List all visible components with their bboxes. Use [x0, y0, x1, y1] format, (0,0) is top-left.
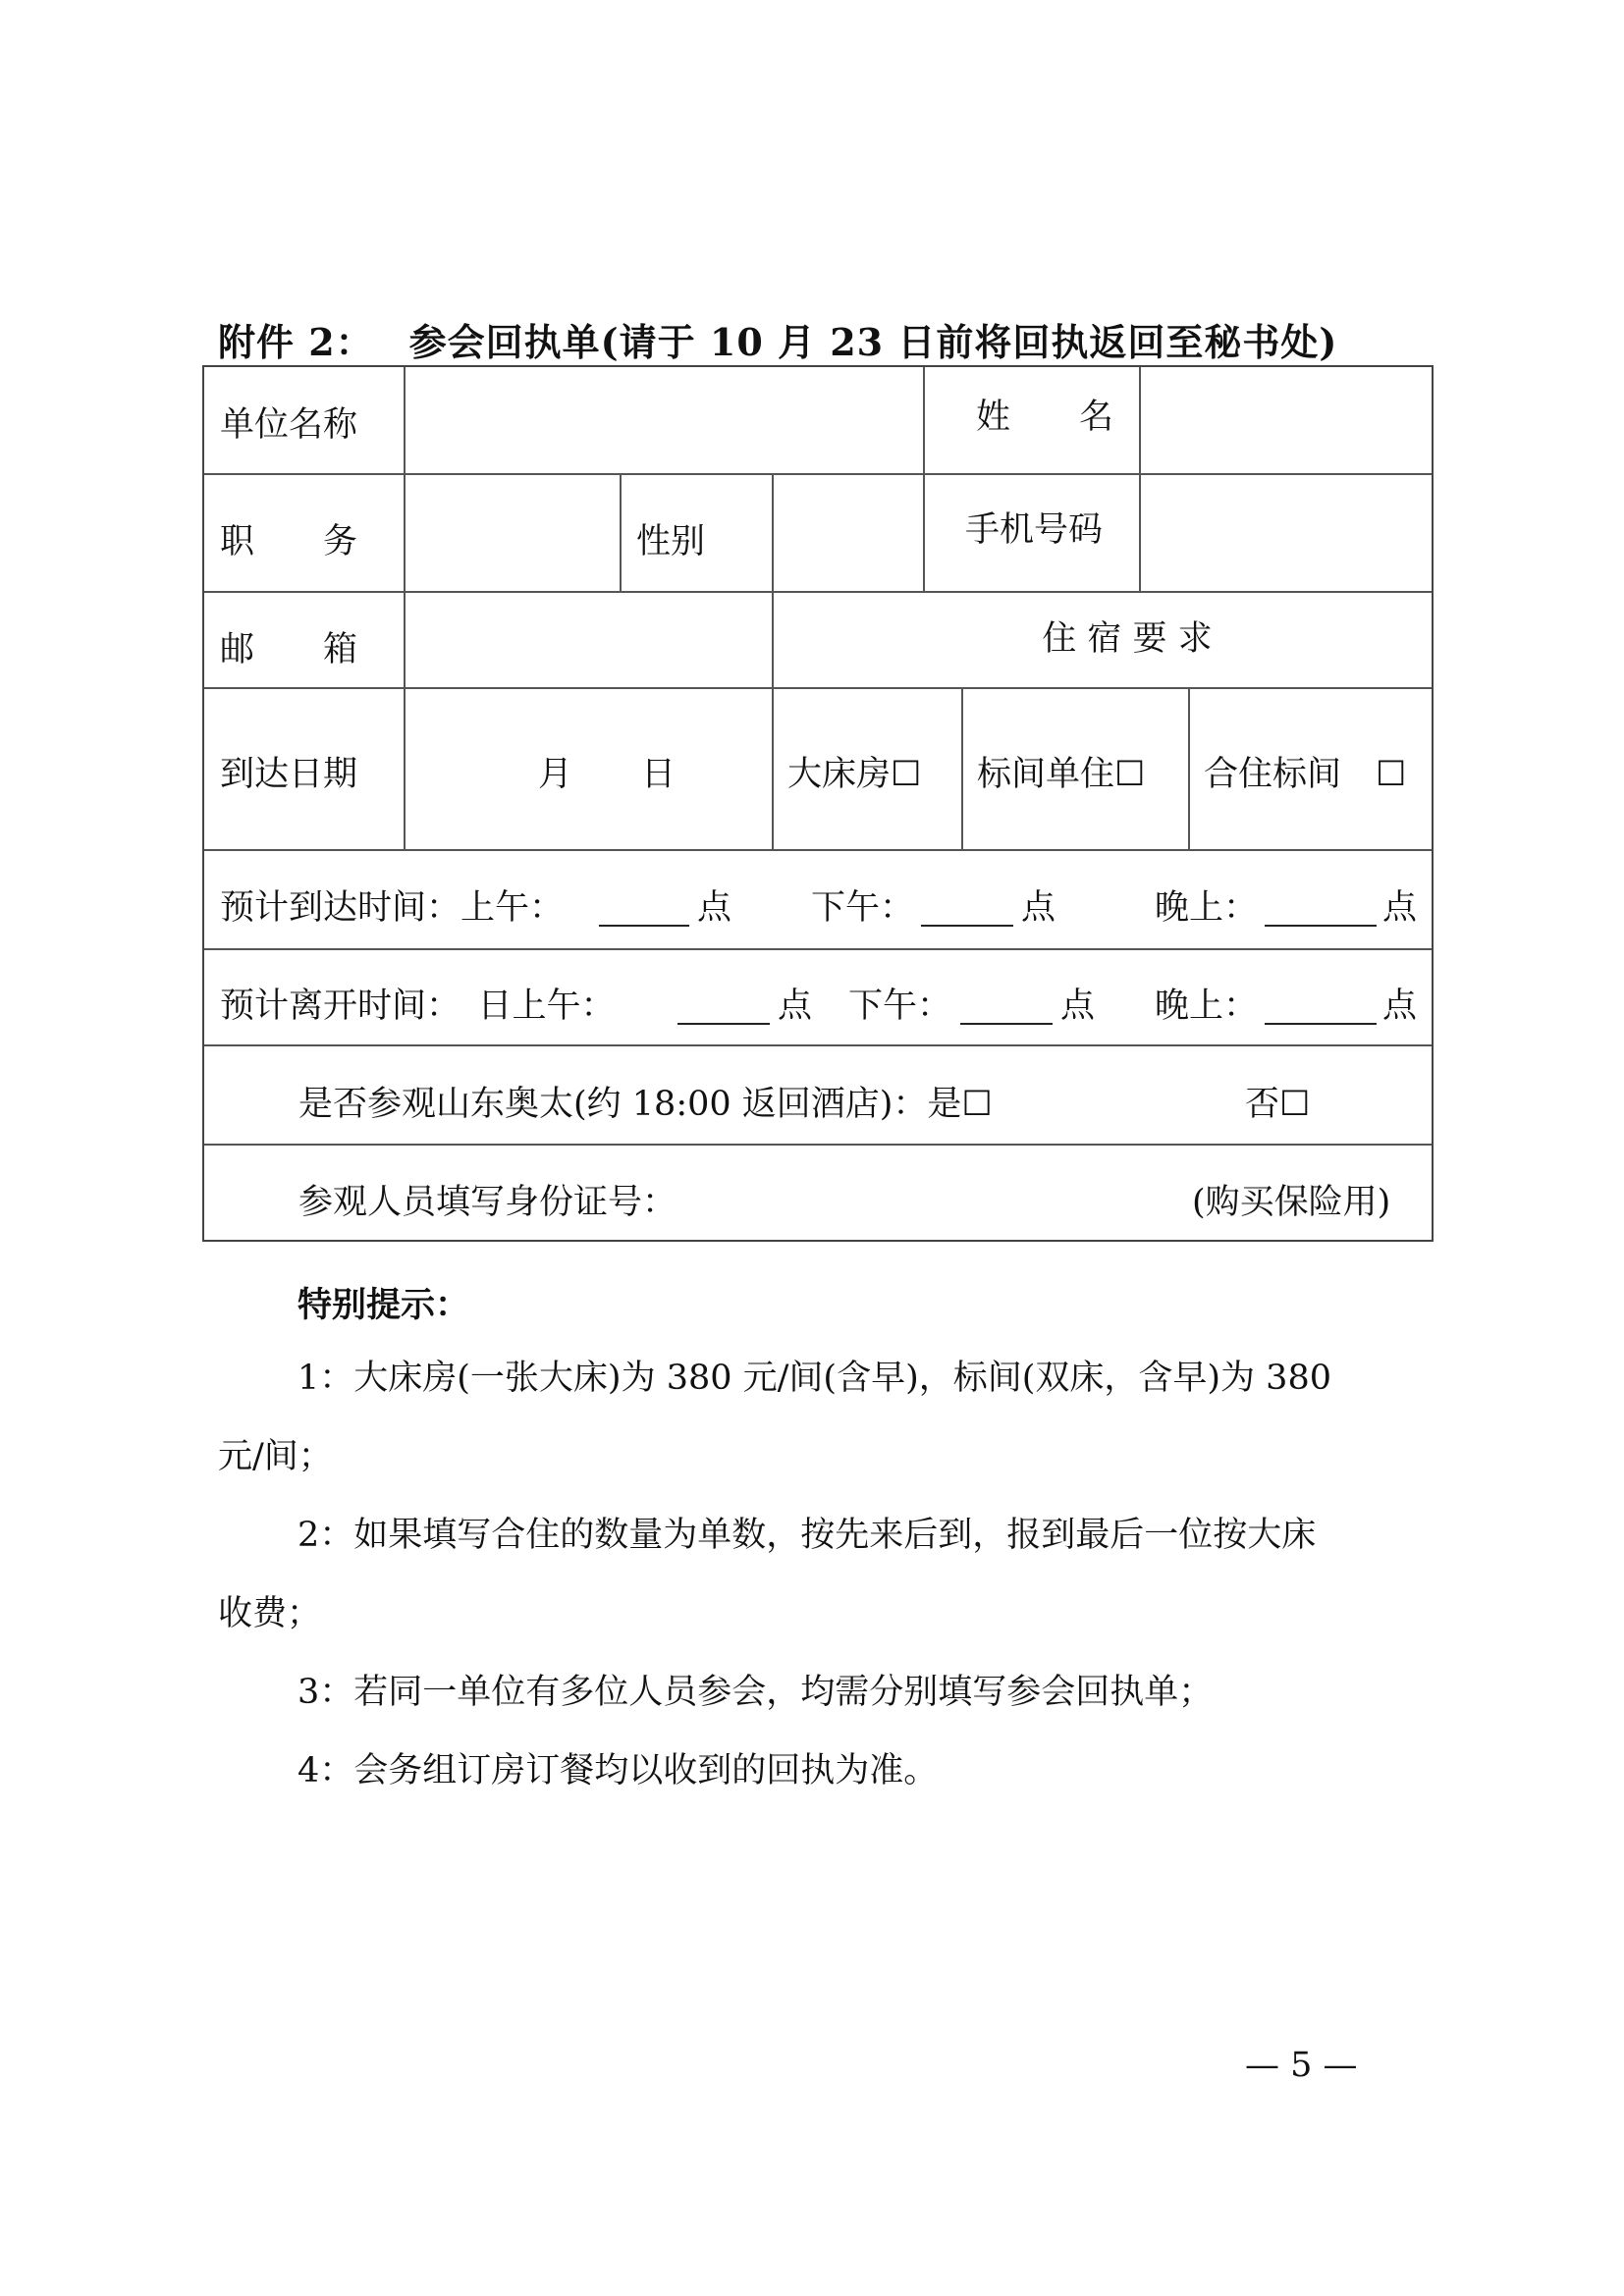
- special-notes-title: 特别提示：: [298, 1285, 470, 1325]
- unit-name-field[interactable]: [406, 369, 921, 471]
- departure-afternoon-label: 下午：: [848, 987, 952, 1026]
- arrival-evening-unit: 点: [1382, 888, 1418, 928]
- room-option-king[interactable]: 大床房☐: [787, 755, 922, 794]
- position-label: 职 务: [220, 522, 358, 561]
- col-divider-f: [772, 591, 774, 849]
- arrival-date-field[interactable]: 月 日: [538, 755, 677, 794]
- arrival-date-label: 到达日期: [220, 755, 358, 794]
- row-divider-3: [204, 687, 1432, 689]
- note-2-line-2: 收费；: [218, 1594, 322, 1633]
- col-divider-h: [1188, 687, 1190, 849]
- note-1-line-2: 元/间；: [218, 1437, 333, 1476]
- id-number-label: 参观人员填写身份证号：: [298, 1183, 677, 1222]
- departure-evening-label: 晚上：: [1155, 987, 1259, 1026]
- departure-evening-unit: 点: [1382, 987, 1418, 1026]
- departure-evening-blank[interactable]: [1265, 993, 1377, 1025]
- col-divider-e: [772, 473, 774, 591]
- col-divider-g: [961, 687, 963, 849]
- arrival-morning-blank[interactable]: [599, 895, 689, 927]
- row-divider-5: [204, 948, 1432, 950]
- departure-afternoon-blank[interactable]: [960, 993, 1053, 1025]
- arrival-afternoon-unit: 点: [1021, 888, 1056, 928]
- page-number: — 5 —: [1245, 2046, 1358, 2085]
- room-option-twin-single[interactable]: 标间单住☐: [977, 755, 1146, 794]
- col-divider-b: [923, 367, 925, 591]
- arrival-afternoon-label: 下午：: [811, 888, 915, 928]
- note-2-line-1: 2：如果填写合住的数量为单数，按先来后到，报到最后一位按大床: [298, 1516, 1317, 1555]
- arrival-afternoon-blank[interactable]: [921, 895, 1013, 927]
- departure-time-label: 预计离开时间： 日上午：: [220, 987, 616, 1026]
- name-label: 姓 名: [976, 398, 1114, 437]
- unit-name-label: 单位名称: [220, 405, 358, 445]
- note-4: 4：会务组订房订餐均以收到的回执为准。: [298, 1751, 939, 1790]
- arrival-morning-unit: 点: [697, 888, 732, 928]
- position-field[interactable]: [406, 475, 618, 589]
- visit-question[interactable]: 是否参观山东奥太(约 18:00 返回酒店)：是☐: [298, 1085, 993, 1124]
- departure-morning-blank[interactable]: [677, 993, 770, 1025]
- lodging-label: 住 宿 要 求: [1042, 619, 1213, 659]
- title-main: 参会回执单(请于 10 月 23 日前将回执返回至秘书处): [408, 320, 1338, 364]
- phone-field[interactable]: [1141, 475, 1430, 589]
- row-divider-6: [204, 1044, 1432, 1046]
- row-divider-2: [204, 591, 1432, 593]
- name-field[interactable]: [1141, 369, 1430, 471]
- phone-label: 手机号码: [965, 510, 1104, 550]
- id-number-field[interactable]: [685, 1152, 1274, 1231]
- gender-label: 性别: [636, 522, 706, 561]
- departure-afternoon-unit: 点: [1060, 987, 1096, 1026]
- arrival-evening-label: 晚上：: [1155, 888, 1259, 928]
- email-field[interactable]: [406, 593, 770, 685]
- note-3: 3：若同一单位有多位人员参会，均需分别填写参会回执单；: [298, 1673, 1214, 1712]
- id-number-note: (购买保险用): [1192, 1183, 1391, 1222]
- row-divider-7: [204, 1144, 1432, 1146]
- registration-form-table: [202, 365, 1434, 1242]
- departure-morning-unit: 点: [778, 987, 813, 1026]
- gender-field[interactable]: [622, 475, 770, 589]
- arrival-time-label: 预计到达时间：上午：: [220, 888, 565, 928]
- row-divider-4: [204, 849, 1432, 851]
- arrival-evening-blank[interactable]: [1265, 895, 1377, 927]
- email-label: 邮 箱: [220, 630, 358, 669]
- note-1-line-1: 1：大床房(一张大床)为 380 元/间(含早)，标间(双床，含早)为 380: [298, 1359, 1331, 1398]
- room-option-twin-shared[interactable]: 合住标间 ☐: [1204, 755, 1407, 794]
- document-title: [218, 312, 1337, 366]
- title-prefix: 附件 2：: [218, 320, 374, 364]
- visit-no-option[interactable]: 否☐: [1245, 1085, 1311, 1124]
